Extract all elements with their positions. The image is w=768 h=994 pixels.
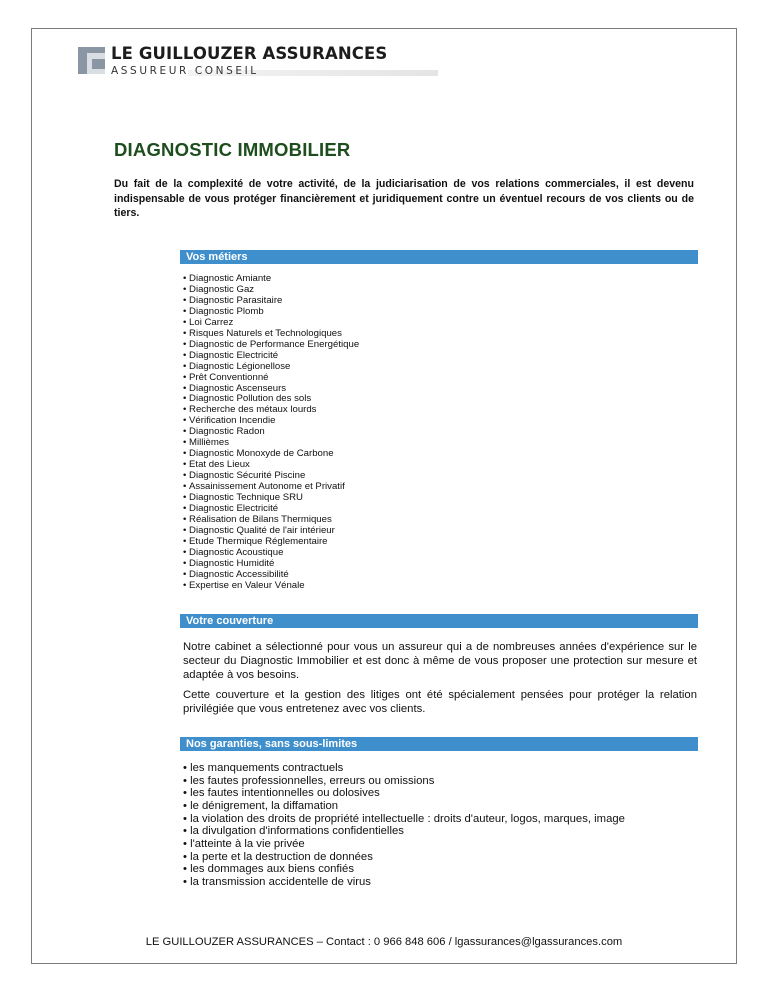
section-header-metiers: Vos métiers bbox=[180, 250, 698, 264]
list-item: • Diagnostic Technique SRU bbox=[183, 493, 359, 504]
logo-name: LE GUILLOUZER ASSURANCES bbox=[111, 44, 388, 63]
list-item: • Etude Thermique Réglementaire bbox=[183, 537, 359, 548]
list-item: • Expertise en Valeur Vénale bbox=[183, 581, 359, 592]
list-item: • Loi Carrez bbox=[183, 318, 359, 329]
list-item: • Risques Naturels et Technologiques bbox=[183, 329, 359, 340]
list-item: • l'atteinte à la vie privée bbox=[183, 838, 625, 851]
intro-paragraph: Du fait de la complexité de votre activité, de la judiciarisation de vos relations commerciales, il est devenu indispensable de vous protéger financièrement et juridiquement contre un éventuel recours de vos clients ou de tiers. bbox=[114, 178, 694, 219]
list-item: • Prêt Conventionné bbox=[183, 373, 359, 384]
list-item: • la divulgation d'informations confidentielles bbox=[183, 825, 625, 838]
list-item: • Diagnostic Electricité bbox=[183, 351, 359, 362]
list-item: • Diagnostic Légionellose bbox=[183, 362, 359, 373]
section-header-garanties: Nos garanties, sans sous-limites bbox=[180, 737, 698, 751]
list-item: • Recherche des métaux lourds bbox=[183, 405, 359, 416]
garanties-list bbox=[183, 762, 625, 889]
list-item: • Millièmes bbox=[183, 438, 359, 449]
list-item: • les manquements contractuels bbox=[183, 762, 625, 775]
list-item: • Diagnostic Parasitaire bbox=[183, 296, 359, 307]
list-item: • Diagnostic Accessibilité bbox=[183, 570, 359, 581]
list-item: • Diagnostic Amiante bbox=[183, 274, 359, 285]
logo-mark-icon bbox=[78, 47, 105, 74]
list-item: • Diagnostic Monoxyde de Carbone bbox=[183, 449, 359, 460]
list-item: • Diagnostic Ascenseurs bbox=[183, 384, 359, 395]
list-item: • Diagnostic Humidité bbox=[183, 559, 359, 570]
section-header-couverture: Votre couverture bbox=[180, 614, 698, 628]
list-item: • Assainissement Autonome et Privatif bbox=[183, 482, 359, 493]
list-item: • Diagnostic Radon bbox=[183, 427, 359, 438]
couverture-paragraph-2: Cette couverture et la gestion des litiges ont été spécialement pensées pour protéger la relation privilégiée que vous entretenez avec vos clients. bbox=[183, 689, 697, 715]
list-item: • Diagnostic Plomb bbox=[183, 307, 359, 318]
list-item: • Diagnostic Sécurité Piscine bbox=[183, 471, 359, 482]
company-logo bbox=[78, 44, 388, 78]
list-item: • la violation des droits de propriété intellectuelle : droits d'auteur, logos, marques, image bbox=[183, 813, 625, 826]
list-item: • Diagnostic Electricité bbox=[183, 504, 359, 515]
list-item: • Diagnostic de Performance Energétique bbox=[183, 340, 359, 351]
list-item: • la transmission accidentelle de virus bbox=[183, 876, 625, 889]
couverture-paragraph-1: Notre cabinet a sélectionné pour vous un assureur qui a de nombreuses années d'expérience sur le secteur du Diagnostic Immobilier et est donc à même de vous proposer une protection sur mesure et adaptée à vos besoins. bbox=[183, 641, 697, 681]
list-item: • Réalisation de Bilans Thermiques bbox=[183, 515, 359, 526]
list-item: • le dénigrement, la diffamation bbox=[183, 800, 625, 813]
list-item: • Diagnostic Gaz bbox=[183, 285, 359, 296]
page-title: DIAGNOSTIC IMMOBILIER bbox=[114, 139, 351, 160]
list-item: • les fautes professionnelles, erreurs ou omissions bbox=[183, 775, 625, 788]
list-item: • Vérification Incendie bbox=[183, 416, 359, 427]
list-item: • la perte et la destruction de données bbox=[183, 851, 625, 864]
footer-contact: LE GUILLOUZER ASSURANCES – Contact : 0 966 848 606 / lgassurances@lgassurances.com bbox=[145, 936, 623, 948]
logo-tagline: ASSUREUR CONSEIL bbox=[111, 65, 259, 77]
list-item: • Diagnostic Qualité de l'air intérieur bbox=[183, 526, 359, 537]
list-item: • Diagnostic Acoustique bbox=[183, 548, 359, 559]
list-item: • les fautes intentionnelles ou dolosives bbox=[183, 787, 625, 800]
list-item: • les dommages aux biens confiés bbox=[183, 863, 625, 876]
list-item: • Etat des Lieux bbox=[183, 460, 359, 471]
list-item: • Diagnostic Pollution des sols bbox=[183, 394, 359, 405]
metiers-list bbox=[183, 274, 359, 592]
